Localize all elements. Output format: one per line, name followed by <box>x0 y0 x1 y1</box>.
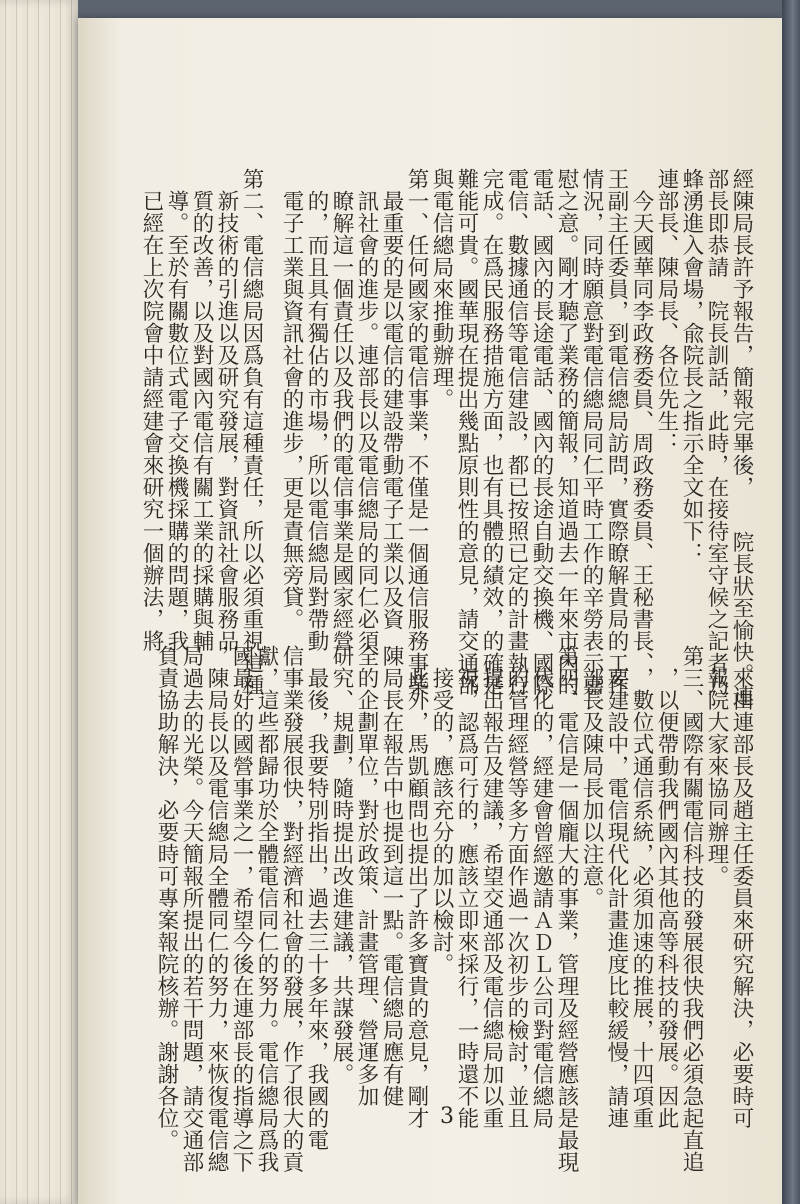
lower-line-19: 信事業發展很快，對經濟和社會的發展，作了很大的貢 <box>279 645 304 1173</box>
page-number: 3 <box>440 1104 454 1129</box>
upper-line-24: 已經在上次院會中請經建會來研究一個辦法，將 <box>139 168 164 652</box>
lower-line-8: 第四、電信是一個龐大的事業，管理及經營應該是最現 <box>554 645 579 1173</box>
upper-line-15: 最重要的是以電信的建設帶動電子工業以及資 <box>379 168 404 630</box>
book-spine <box>782 0 800 1204</box>
upper-line-3: 蜂湧進入會場，兪院長之指示全文如下： <box>679 168 704 564</box>
page-stack-edges <box>0 0 78 1204</box>
lower-line-6: 要建設中，電信現代化計畫進度比較緩慢，請連 <box>604 645 629 1129</box>
lower-line-7: 部長及陳局長加以注意。 <box>579 645 604 909</box>
upper-line-12: 難能可貴。國華現在提出幾點原則性的意見，請交通部 <box>454 168 479 696</box>
lower-line-4: ，以便帶動我們國內其他高等科技的發展。因此 <box>654 645 679 1129</box>
lower-line-20: 獻，這些都歸功於全體電信同仁的努力。電信總局爲我 <box>254 645 279 1173</box>
upper-line-19: 電子工業與資訊社會的進步，更是責無旁貸。 <box>279 168 304 630</box>
lower-line-1: 來由連部長及趙主任委員來研究解決，必要時可 <box>729 645 754 1129</box>
upper-line-2: 部長即恭請 院長訓話，此時，在接待室守候之記者乃 <box>704 168 729 696</box>
lower-line-12: 視，認爲可行的，應該立即來採行，一時還不能 <box>454 645 479 1129</box>
lower-line-17: 研究、規劃，隨時提出改進建議，共謀發展。 <box>329 645 354 1085</box>
upper-line-22: 質的改善，以及對國內電信有關工業的採購與輔 <box>189 168 214 652</box>
upper-line-14: 第一、任何國家的電信事業，不僅是一個通信服務事業 <box>404 168 429 696</box>
lower-line-21: 國最好的國營事業之一，希望今後在連部長的指導之下 <box>229 645 254 1173</box>
lower-line-15: 陳局長在報告中也提到這一點。電信總局應有健 <box>379 645 404 1107</box>
upper-line-8: 慰之意。剛才聽了業務的簡報，知道過去一年來市內的 <box>554 168 579 696</box>
lower-line-22: ，陳局長以及電信總局全體同仁的努力，來恢復電信總 <box>204 645 229 1173</box>
lower-line-13: 接受的，應該充分的加以檢討。 <box>429 645 454 975</box>
lower-line-18: 最後，我要特別指出，過去三十多年來，我國的電 <box>304 645 329 1151</box>
lower-line-10: 的管理經營等多方面作過一次初步的檢討，並且 <box>504 645 529 1129</box>
lower-line-2: 報院大家來協同辦理。 <box>704 645 729 887</box>
upper-line-9: 電話、國內的長途電話、國內的長途自動交換機、國際 <box>529 168 554 696</box>
lower-line-11: 提出報告及建議，希望交通部及電信總局加以重 <box>479 645 504 1129</box>
upper-line-6: 王副主任委員，到電信總局訪問，實際瞭解貴局的工作 <box>604 168 629 696</box>
upper-line-4: 連部長、陳局長、各位先生： <box>654 168 679 454</box>
lower-line-3: 第三、國際有關電信科技的發展很快我們必須急起直追 <box>679 645 704 1173</box>
upper-line-10: 電信、數據通信等電信建設，都已按照已定的計畫執行 <box>504 168 529 696</box>
upper-line-23: 導。至於有關數位式電子交換機採購的問題，我 <box>164 168 189 652</box>
lower-line-16: 全的企劃單位，對於政策、計畫管理、營運多加 <box>354 645 379 1107</box>
upper-line-17: 瞭解這一個責任以及我們的電信事業是國家經營 <box>329 168 354 652</box>
upper-line-11: 完成。在爲民服務措施方面，也有具體的績效，的確是 <box>479 168 504 696</box>
lower-line-5: ，數位式通信系統，必須加速的推展，十四項重 <box>629 645 654 1129</box>
upper-line-13: 與電信總局來推動辦理。 <box>429 168 454 410</box>
upper-line-1: 經陳局長許予報告，簡報完畢後， 院長狀至愉快。連 <box>729 168 754 708</box>
lower-line-23: 局過去的光榮。今天簡報所提出的若干問題，請交通部 <box>179 645 204 1173</box>
upper-line-7: 情況，同時願意對電信總局同仁平時工作的辛勞表示嘉 <box>579 168 604 696</box>
upper-line-16: 訊社會的進步。連部長以及電信總局的同仁必須 <box>354 168 379 652</box>
lower-line-24: 負責協助解決，必要時可專案報院核辦。謝謝各位。 <box>154 645 179 1151</box>
upper-line-18: 的，而且具有獨佔的市場，所以電信總局對帶動 <box>304 168 329 652</box>
upper-line-5: 今天國華同李政務委員、周政務委員、王秘書長、 <box>629 168 654 674</box>
upper-line-20: 第二、電信總局因爲負有這種責任，所以必須重視這種 <box>239 168 264 696</box>
lower-line-14: 此外，馬凱顧問也提出了許多寶貴的意見，剛才 <box>404 645 429 1129</box>
upper-line-21: 新技術的引進以及研究發展，對資訊社會服務品 <box>214 168 239 652</box>
lower-line-9: 代化的，經建會曾經邀請ＡＤＬ公司對電信總局 <box>529 645 554 1129</box>
